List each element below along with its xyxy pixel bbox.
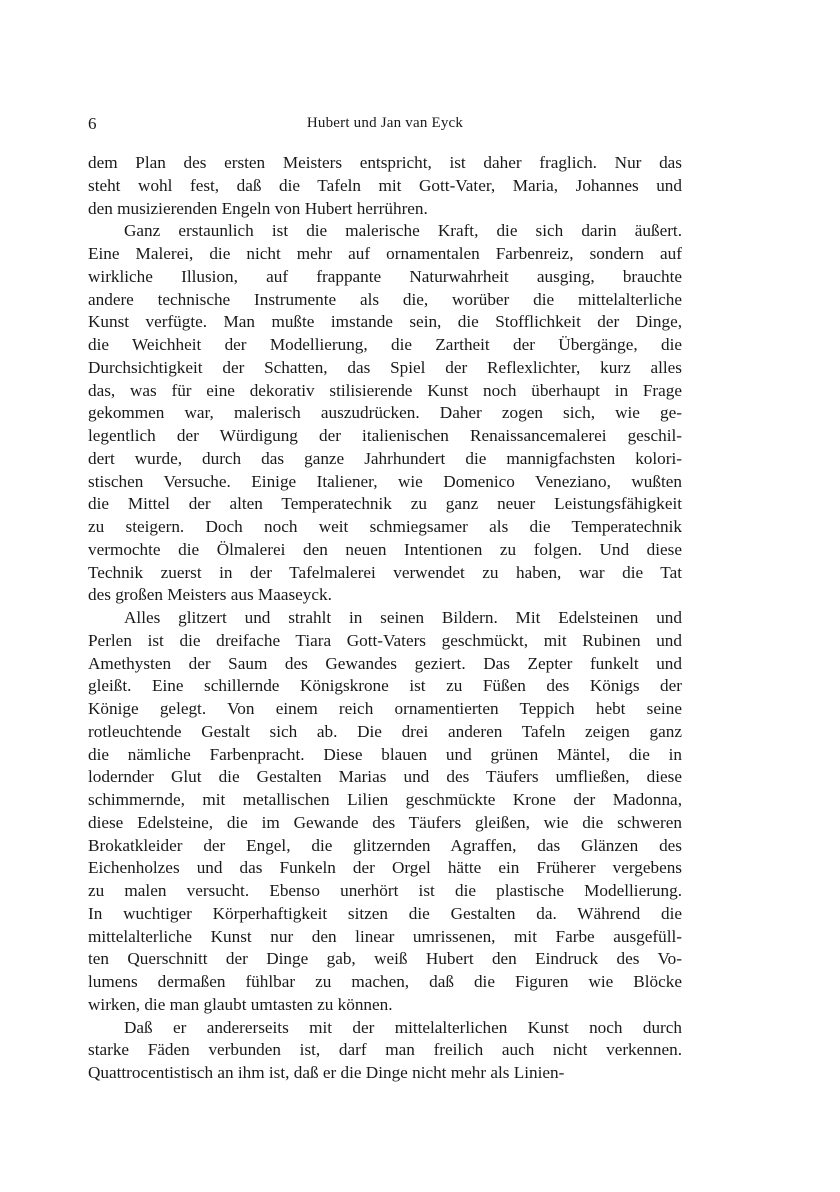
text-line: den musizierenden Engeln von Hubert herrühren. — [88, 198, 428, 218]
text-line: wirken, die man glaubt umtasten zu können. — [88, 994, 393, 1014]
text-line: Technik zuerst in der Tafelmalerei verwendet zu haben, war die Tat — [88, 562, 682, 582]
text-line: starke Fäden verbunden ist, darf man freilich auch nicht verkennen. — [88, 1040, 682, 1060]
text-line: Perlen ist die dreifache Tiara Gott-Vaters geschmückt, mit Rubinen und — [88, 630, 682, 650]
text-line: das, was für eine dekorativ stilisierende Kunst noch überhaupt in Frage — [88, 380, 682, 400]
text-line: dert wurde, durch das ganze Jahrhundert die mannigfachsten kolori- — [88, 448, 682, 468]
text-line: steht wohl fest, daß die Tafeln mit Gott-Vater, Maria, Johannes und — [88, 175, 682, 195]
text-line: Brokatkleider der Engel, die glitzernden Agraffen, das Glänzen des — [88, 835, 682, 855]
page-number: 6 — [88, 114, 97, 133]
text-line: lodernder Glut die Gestalten Marias und des Täufers umfließen, diese — [88, 767, 682, 787]
page-header — [88, 114, 682, 136]
text-line: Eichenholzes und das Funkeln der Orgel hätte ein Früherer vergebens — [88, 858, 682, 878]
text-line: Eine Malerei, die nicht mehr auf ornamentalen Farbenreiz, sondern auf — [88, 244, 682, 263]
running-title: Hubert und Jan van Eyck — [306, 115, 464, 131]
text-line: stischen Versuche. Einige Italiener, wie Domenico Veneziano, wußten — [88, 471, 682, 491]
text-line: In wuchtiger Körperhaftigkeit sitzen die Gestalten da. Während die — [88, 903, 682, 923]
text-line: Ganz erstaunlich ist die malerische Kraft, die sich darin äußert. — [124, 221, 682, 241]
text-line: diese Edelsteine, die im Gewande des Täufers gleißen, wie die schweren — [88, 812, 682, 832]
text-line: Könige gelegt. Von einem reich ornamentierten Teppich hebt seine — [88, 699, 682, 718]
text-line: zu steigern. Doch noch weit schmiegsamer als die Temperatechnik — [88, 517, 682, 536]
text-line: mittelalterliche Kunst nur den linear umrissenen, mit Farbe ausgefüll- — [88, 926, 682, 946]
text-line: Durchsichtigkeit der Schatten, das Spiel der Reflexlichter, kurz alles — [88, 357, 682, 377]
paragraph — [88, 1017, 682, 1085]
text-line: des großen Meisters aus Maaseyck. — [88, 585, 332, 605]
text-line: schimmernde, mit metallischen Lilien geschmückte Krone der Madonna, — [88, 790, 682, 809]
text-line: rotleuchtende Gestalt sich ab. Die drei anderen Tafeln zeigen ganz — [88, 721, 682, 741]
text-line: Alles glitzert und strahlt in seinen Bildern. Mit Edelsteinen und — [124, 608, 682, 627]
text-line: Daß er andererseits mit der mittelalterlichen Kunst noch durch — [124, 1017, 682, 1037]
body-text — [88, 152, 682, 1085]
text-line: Kunst verfügte. Man mußte imstande sein, die Stofflichkeit der Dinge, — [88, 312, 682, 332]
text-line: lumens dermaßen fühlbar zu machen, daß die Figuren wie Blöcke — [88, 972, 682, 991]
paragraph — [88, 152, 682, 220]
text-line: Quattrocentistisch an ihm ist, daß er die Dinge nicht mehr als Linien- — [88, 1063, 565, 1082]
paragraph — [88, 220, 682, 607]
text-line: Amethysten der Saum des Gewandes geziert. Das Zepter funkelt und — [88, 653, 682, 673]
text-line: legentlich der Würdigung der italienischen Renaissancemalerei geschil- — [88, 426, 682, 445]
paragraph — [88, 607, 682, 1017]
text-line: die Mittel der alten Temperatechnik zu ganz neuer Leistungsfähigkeit — [88, 494, 682, 514]
text-line: die Weichheit der Modellierung, die Zartheit der Übergänge, die — [88, 335, 682, 354]
text-line: gleißt. Eine schillernde Königskrone ist zu Füßen des Königs der — [88, 676, 682, 696]
text-line: gekommen war, malerisch auszudrücken. Daher zogen sich, wie ge- — [88, 403, 682, 423]
text-line: ten Querschnitt der Dinge gab, weiß Hubert den Eindruck des Vo- — [88, 949, 682, 969]
text-line: andere technische Instrumente als die, worüber die mittelalterliche — [88, 289, 682, 309]
text-line: wirkliche Illusion, auf frappante Naturwahrheit ausging, brauchte — [88, 266, 682, 286]
text-line: dem Plan des ersten Meisters entspricht, ist daher fraglich. Nur das — [88, 153, 682, 172]
text-line: die nämliche Farbenpracht. Diese blauen und grünen Mäntel, die in — [88, 744, 682, 764]
text-line: vermochte die Ölmalerei den neuen Intentionen zu folgen. Und diese — [88, 539, 682, 559]
text-line: zu malen versucht. Ebenso unerhört ist die plastische Modellierung. — [88, 881, 682, 900]
